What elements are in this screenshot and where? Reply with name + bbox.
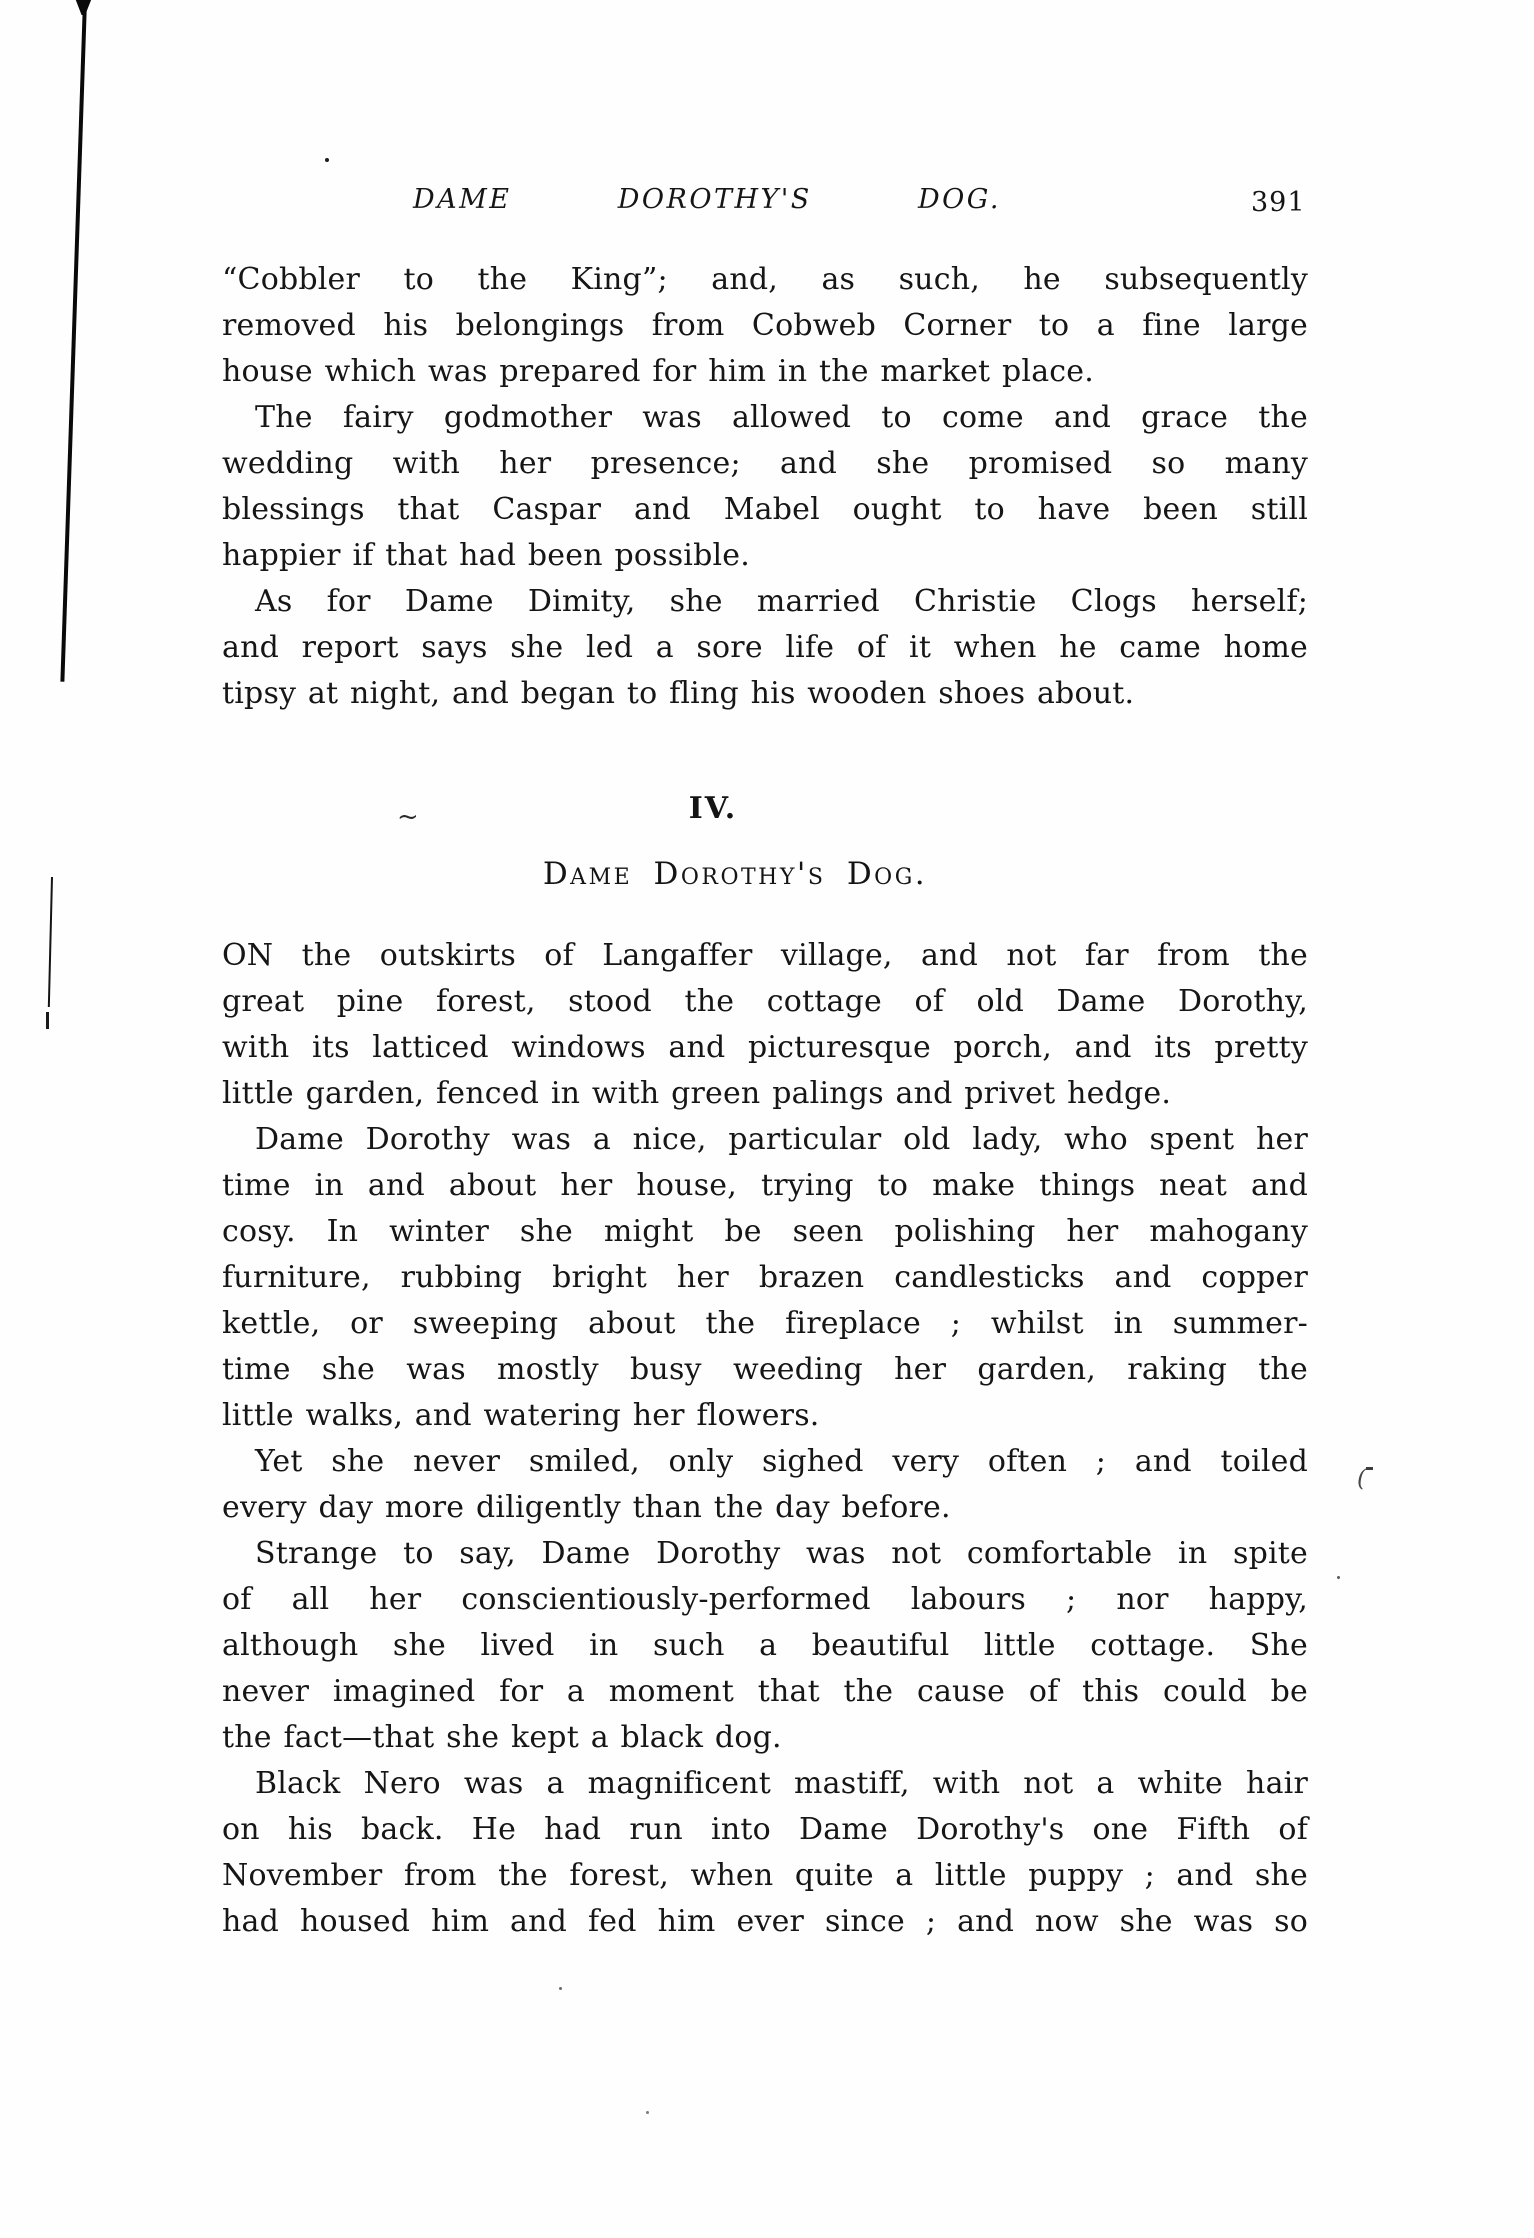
text-line: although she lived in such a beautiful little cottage. She [222, 1628, 1308, 1663]
text-line: Strange to say, Dame Dorothy was not comfortable in spite [255, 1536, 1308, 1571]
text-line: happier if that had been possible. [222, 538, 750, 573]
text-line: on his back. He had run into Dame Dorothy's one Fifth of [222, 1812, 1308, 1847]
running-header: DAME DOROTHY'S DOG. [413, 184, 1001, 215]
text-line: and report says she led a sore life of it when he came home [222, 630, 1308, 665]
text-line: little walks, and watering her flowers. [222, 1398, 820, 1433]
text-line: wedding with her presence; and she promised so many [222, 446, 1308, 481]
text-line: “Cobbler to the King”; and, as such, he subsequently [222, 262, 1308, 297]
gutter-line-lower [48, 877, 53, 1007]
text-line: Dame Dorothy was a nice, particular old lady, who spent her [255, 1122, 1308, 1157]
text-line: November from the forest, when quite a little puppy ; and she [222, 1858, 1308, 1893]
text-line: house which was prepared for him in the market place. [222, 354, 1094, 389]
text-line: The fairy godmother was allowed to come and grace the [255, 400, 1308, 435]
text-line: great pine forest, stood the cottage of old Dame Dorothy, [222, 984, 1308, 1019]
text-block-upper [222, 257, 1308, 717]
text-line: cosy. In winter she might be seen polishing her mahogany [222, 1214, 1308, 1249]
ink-speck [1337, 1576, 1340, 1579]
text-line: Black Nero was a magnificent mastiff, with not a white hair [255, 1766, 1308, 1801]
text-line: blessings that Caspar and Mabel ought to have been still [222, 492, 1308, 527]
ink-mark-paren: ( [1357, 1466, 1366, 1492]
text-line: kettle, or sweeping about the fireplace ; whilst in summer- [222, 1306, 1308, 1341]
text-line: of all her conscientiously-performed labours ; nor happy, [222, 1582, 1308, 1617]
text-line: the fact—that she kept a black dog. [222, 1720, 782, 1755]
ink-mark-tilde: ~ [397, 802, 419, 832]
text-line: As for Dame Dimity, she married Christie Clogs herself; [255, 584, 1308, 619]
text-line: with its latticed windows and picturesque porch, and its pretty [222, 1030, 1308, 1065]
ink-speck [646, 2111, 649, 2114]
page-number: 391 [1251, 187, 1306, 218]
text-line: ON the outskirts of Langaffer village, and not far from the [222, 938, 1308, 973]
text-line: little garden, fenced in with green palings and privet hedge. [222, 1076, 1172, 1111]
section-title: Dame Dorothy's Dog. [542, 856, 928, 892]
text-line: tipsy at night, and began to fling his wooden shoes about. [222, 676, 1135, 711]
text-line: furniture, rubbing bright her brazen candlesticks and copper [222, 1260, 1308, 1295]
gutter-line-tick [46, 1012, 49, 1029]
text-line: never imagined for a moment that the cause of this could be [222, 1674, 1308, 1709]
section-number: IV. [688, 791, 738, 826]
text-line: had housed him and fed him ever since ; and now she was so [222, 1904, 1308, 1939]
text-line: Yet she never smiled, only sighed very often ; and toiled [255, 1444, 1308, 1479]
text-line: time in and about her house, trying to make things neat and [222, 1168, 1308, 1203]
ink-mark-dash [1366, 1467, 1373, 1470]
text-line: every day more diligently than the day before. [222, 1490, 951, 1525]
ink-speck [325, 158, 329, 162]
ink-speck [559, 1987, 562, 1990]
text-block-lower [222, 933, 1308, 1945]
text-line: time she was mostly busy weeding her garden, raking the [222, 1352, 1308, 1387]
text-line: removed his belongings from Cobweb Corner to a fine large [222, 308, 1308, 343]
gutter-line-upper [60, 0, 86, 682]
